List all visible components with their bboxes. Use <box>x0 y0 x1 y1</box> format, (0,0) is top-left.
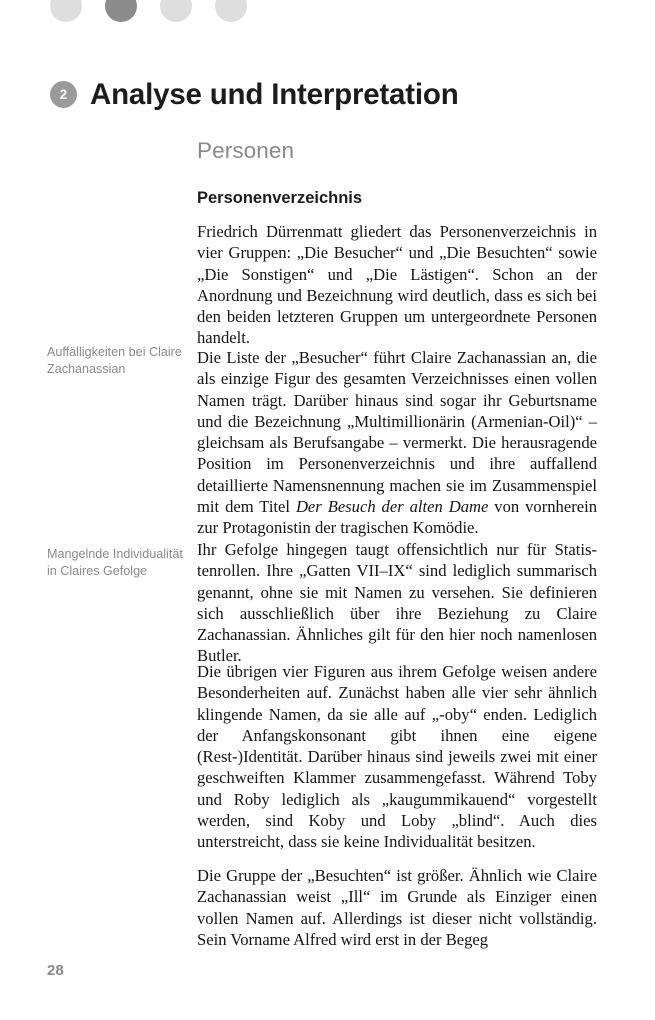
subsection-header-block <box>197 190 597 207</box>
paragraph-block-2 <box>197 347 597 539</box>
progress-dot-4 <box>215 0 247 22</box>
progress-dots <box>50 0 247 22</box>
paragraph-text-part-1: Die Liste der „Besucher“ führt Claire Zachanassian an, die als einzige Figur des gesamten Verzeichnisses einen vollen Namen trägt. Darüber hinaus sind sogar ihr Geburtsname und die Bezeichnung „Multimillionärin (Armenian-Oil)“ – gleichsam als Berufsangabe – vermerkt. Die herausragende Position im Personenverzeichnis und ihre auffallend detaillierte Namensnennung machen sie im Zusammenspiel mit dem Titel <box>197 348 597 517</box>
work-title-italic: Der Besuch der alten Dame <box>295 497 489 517</box>
page-number: 28 <box>47 962 64 979</box>
subsection-title: Personenverzeichnis <box>197 189 363 207</box>
body-paragraph: Die übrigen vier Figuren aus ihrem Gefolge weisen andere Besonderheiten auf. Zunächst haben alle vier sehr ähnlich klingende Namen, da sie alle auf „-oby“ enden. Lediglich der Anfangskonsonant gibt ihnen eine eigene (Rest-)Identität. Darüber hinaus sind jeweils zwei mit einer geschweiften Klammer zusammengefasst. Während Toby und Roby lediglich als „kaugummikauend“ vorgestellt werden, sind Koby und Loby „blind“. Auch dies unterstreicht, dass sie keine Individualität besitzen. <box>197 662 597 852</box>
section-header-block <box>197 140 597 163</box>
progress-dot-1 <box>50 0 82 22</box>
paragraph-block-3b <box>197 539 597 667</box>
paragraph-text-part-2: von vornherein zur Protagonistin der tragischen Komödie. <box>197 497 597 538</box>
paragraph-block-1 <box>197 221 597 349</box>
chapter-number-badge: 2 <box>50 81 77 108</box>
section-title: Personen <box>197 138 295 163</box>
margin-note-auffaelligkeiten: Auffälligkeiten bei Claire Zachanassian <box>47 345 182 376</box>
body-paragraph: Die Gruppe der „Besuchten“ ist größer. Ähnlich wie Claire Zachanassian weist „Ill“ im Grunde als Einziger einen vollen Namen auf. Allerdings ist dieser nicht vollständig. Sein Vorname Alfred wird erst in der Begeg <box>197 866 597 949</box>
progress-dot-2-active <box>105 0 137 22</box>
body-paragraph: Friedrich Dürrenmatt gliedert das Personenverzeichnis in vier Gruppen: „Die Besucher“ und „Die Besuchten“ sowie „Die Sonstigen“ und „Die Lästigen“. Schon an der Anordnung und Bezeichnung wird deutlich, dass es sich bei den beiden letzteren Gruppen um untergeordnete Personen handelt. <box>197 222 597 348</box>
progress-dot-3 <box>160 0 192 22</box>
paragraph-block-5 <box>197 865 597 950</box>
chapter-heading <box>50 80 459 110</box>
body-paragraph <box>197 347 597 539</box>
paragraph-block-4 <box>197 661 597 853</box>
chapter-title: Analyse und Interpretation <box>90 78 459 111</box>
body-paragraph: Ihr Gefolge hingegen taugt offensichtlich nur für Statistenrollen. Ihre „Gatten VII–IX“ sind lediglich summarisch genannt, ohne sie mit Namen zu versehen. Sie definieren sich ausschließlich über ihre Beziehung zu Claire Zachanassian. Ähnliches gilt für den hier noch namenlosen Butler. <box>197 540 597 666</box>
margin-note-individualitaet: Mangelnde Individualität in Claires Gefolge <box>47 547 183 578</box>
